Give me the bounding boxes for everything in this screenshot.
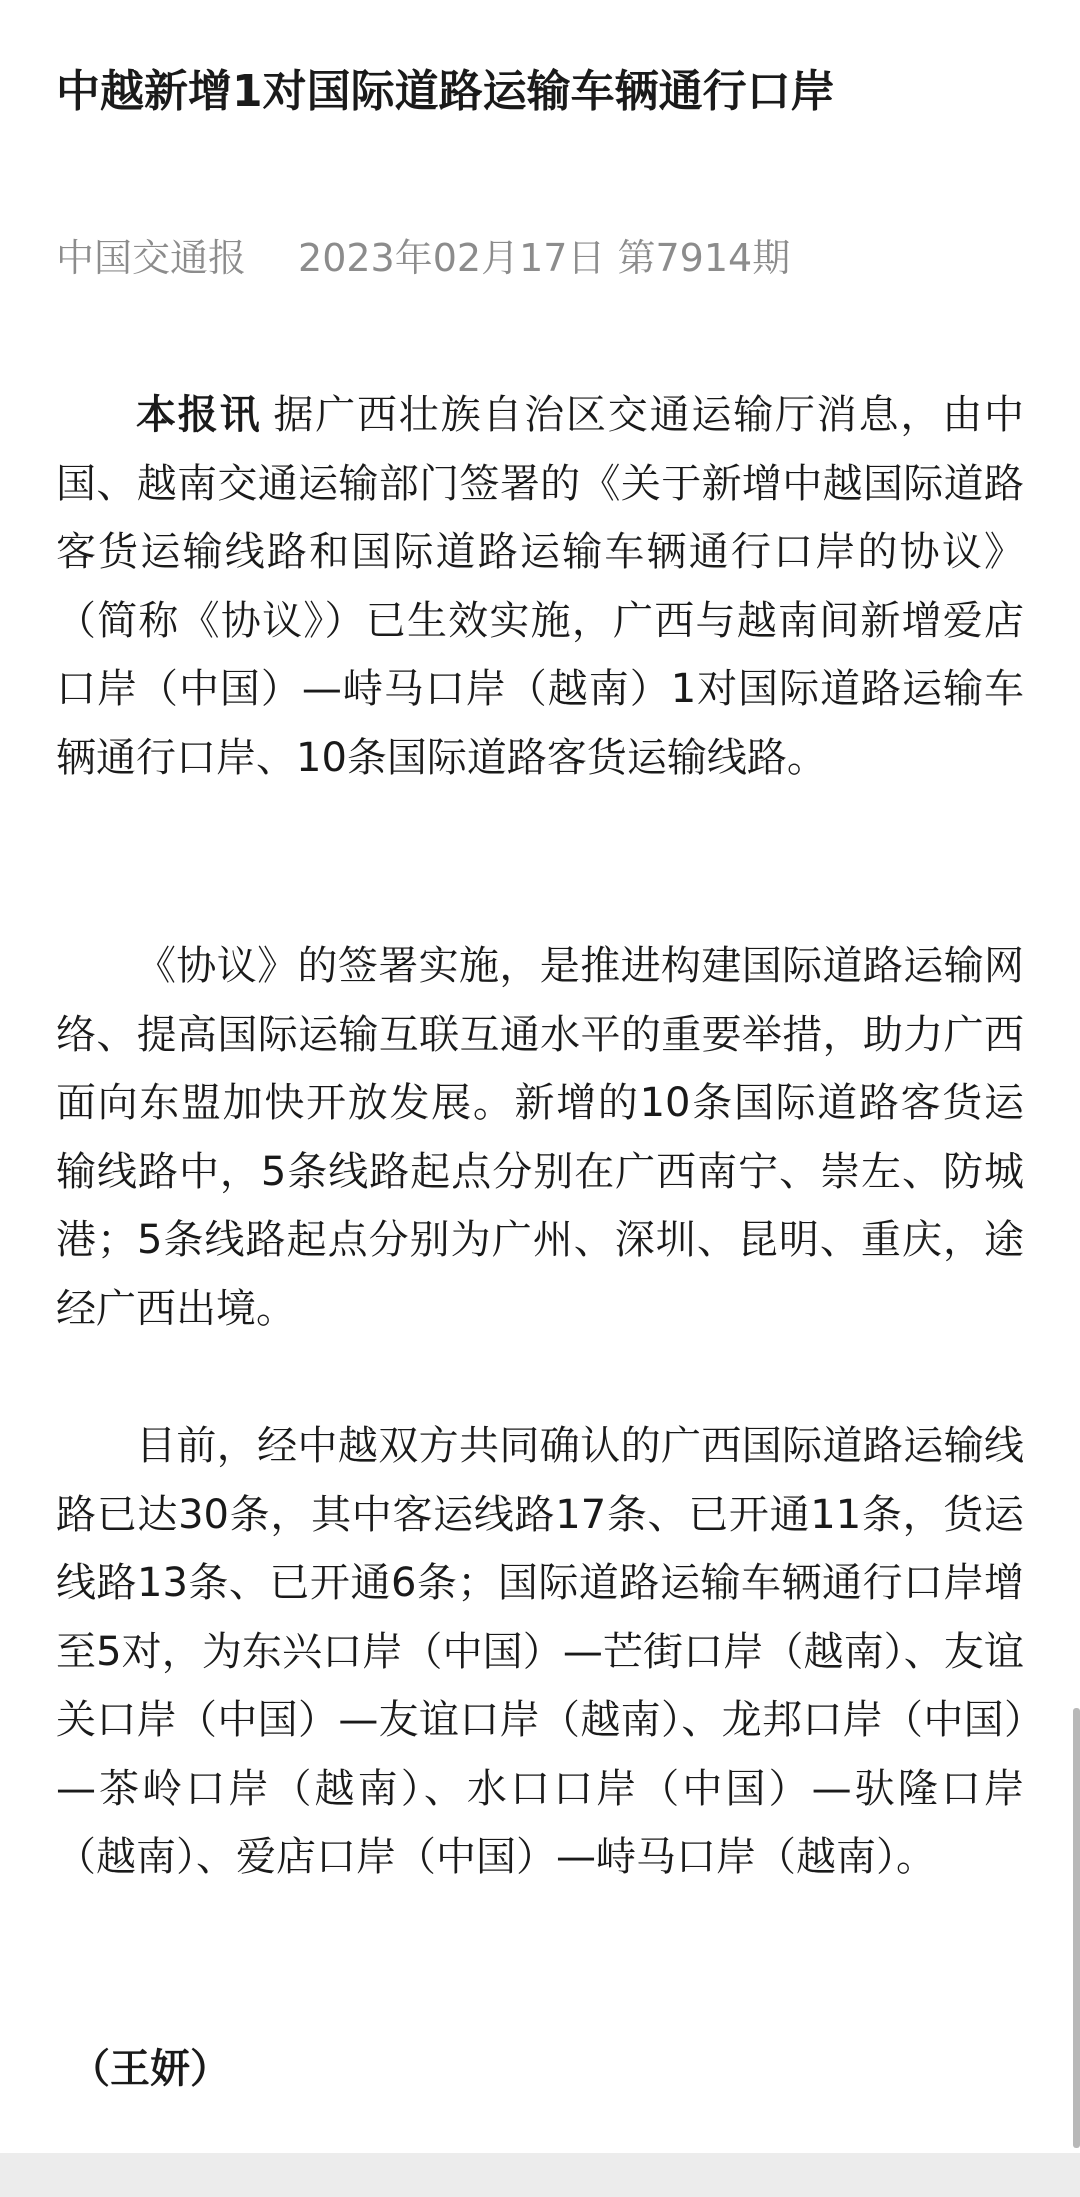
byline: （王妍） — [70, 2046, 230, 2092]
paragraph-2 — [56, 932, 1024, 1343]
article-title: 中越新增1对国际道路运输车辆通行口岸 — [56, 66, 835, 117]
source-label: 中国交通报 — [56, 236, 247, 280]
date-issue: 2023年02月17日 第7914期 — [298, 236, 791, 280]
paragraph-1 — [56, 381, 1024, 792]
bottom-bar — [0, 2153, 1080, 2197]
scrollbar[interactable] — [1073, 1708, 1080, 2148]
paragraph-3 — [56, 1412, 1024, 1892]
paragraph-2-text: 《协议》的签署实施，是推进构建国际道路运输网络、提高国际运输互联互通水平的重要举措，助力广西面向东盟加快开放发展。新增的10条国际道路客货运输线路中，5条线路起点分别在广西南宁、崇左、防城港；5条线路起点分别为广州、深圳、昆明、重庆，途经广西出境。 — [56, 943, 1024, 1332]
paragraph-lead: 本报讯 — [136, 392, 262, 438]
article-meta — [56, 232, 790, 284]
paragraph-1-text: 据广西壮族自治区交通运输厅消息，由中国、越南交通运输部门签署的《关于新增中越国际道路客货运输线路和国际道路运输车辆通行口岸的协议》（简称《协议》）已生效实施，广西与越南间新增爱店口岸（中国）—峙马口岸（越南）1对国际道路运输车辆通行口岸、10条国际道路客货运输线路。 — [56, 392, 1025, 781]
paragraph-3-text: 目前，经中越双方共同确认的广西国际道路运输线路已达30条，其中客运线路17条、已开通11条，货运线路13条、已开通6条；国际道路运输车辆通行口岸增至5对，为东兴口岸（中国）—芒街口岸（越南）、友谊关口岸（中国）—友谊口岸（越南）、龙邦口岸（中国）—茶岭口岸（越南）、水口口岸（中国）—驮隆口岸（越南）、爱店口岸（中国）—峙马口岸（越南）。 — [56, 1423, 1024, 1880]
